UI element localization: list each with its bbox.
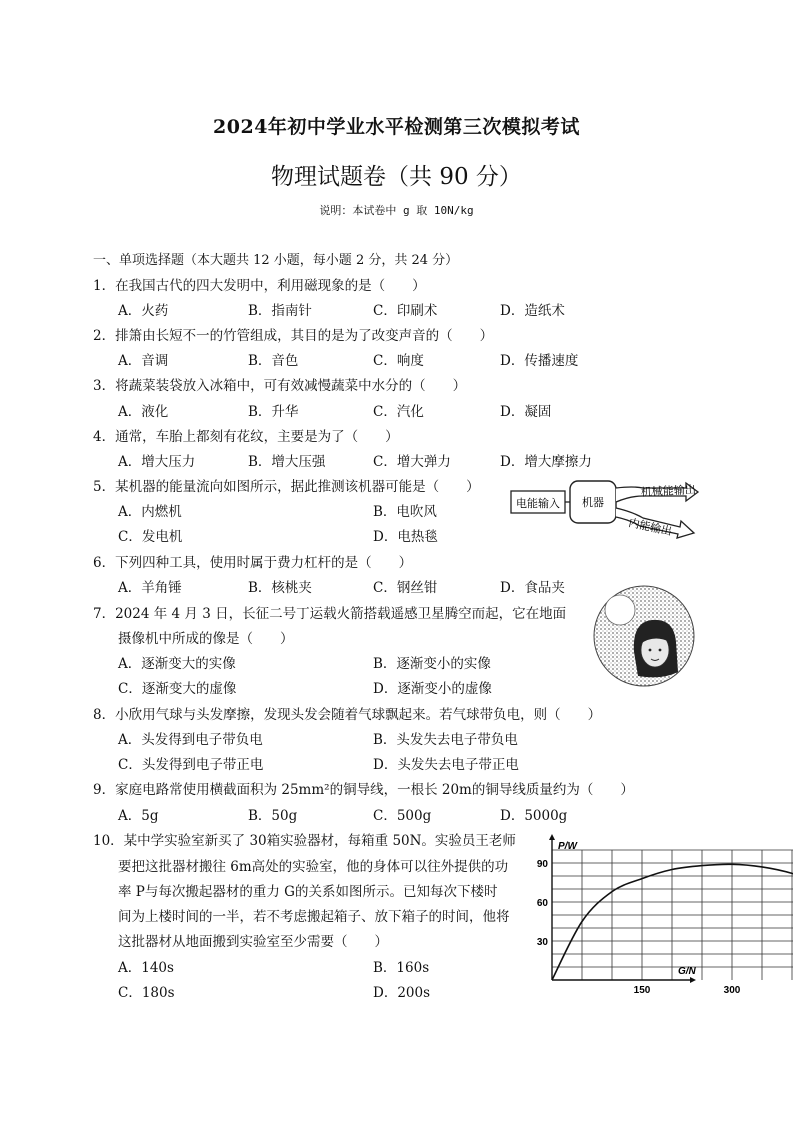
section-heading: 一、单项选择题（本大题共 12 小题，每小题 2 分，共 24 分） bbox=[93, 253, 459, 268]
q9-option-b: B．50g bbox=[248, 808, 298, 824]
q1-option-b: B．指南针 bbox=[248, 303, 312, 319]
question-5: 5．某机器的能量流向如图所示，据此推测该机器可能是（ ） bbox=[93, 479, 480, 495]
q3-option-b: B．升华 bbox=[248, 404, 299, 420]
q10-option-b: B．160s bbox=[373, 960, 430, 976]
q8-option-a: A．头发得到电子带负电 bbox=[118, 732, 263, 748]
question-2: 2．排箫由长短不一的竹管组成，其目的是为了改变声音的（ ） bbox=[93, 328, 494, 344]
q2-option-a: A．音调 bbox=[118, 353, 169, 369]
exam-note: 说明：本试卷中 g 取 10N/kg bbox=[319, 204, 474, 217]
q4-option-a: A．增大压力 bbox=[118, 454, 196, 470]
x-axis-label: G/N bbox=[678, 966, 696, 977]
q6-option-c: C．钢丝钳 bbox=[373, 580, 438, 596]
q9-option-c: C．500g bbox=[373, 808, 432, 824]
power-gravity-chart bbox=[528, 830, 741, 996]
q8-option-d: D．头发失去电子带正电 bbox=[373, 757, 519, 773]
y-tick-label: 60 bbox=[536, 898, 548, 909]
exam-title: 2024年初中学业水平检测第三次模拟考试 bbox=[213, 116, 580, 138]
q5-option-b: B．电吹风 bbox=[373, 504, 437, 520]
q4-option-b: B．增大压强 bbox=[248, 454, 326, 470]
q7-option-c: C．逐渐变大的虚像 bbox=[118, 681, 237, 697]
q7-option-a: A．逐渐变大的实像 bbox=[118, 656, 236, 672]
q2-option-c: C．响度 bbox=[373, 353, 424, 369]
machine-label: 机器 bbox=[582, 497, 604, 509]
q10-option-d: D．200s bbox=[373, 985, 431, 1001]
question-10-line-2: 要把这批器材搬往 6m高处的实验室，他的身体可以往外提供的功 bbox=[118, 859, 509, 875]
q8-option-b: B．头发失去电子带负电 bbox=[373, 732, 518, 748]
q5-option-d: D．电热毯 bbox=[373, 529, 438, 545]
q4-option-c: C．增大弹力 bbox=[373, 454, 451, 470]
q2-option-d: D．传播速度 bbox=[500, 353, 579, 369]
question-10-line-3: 率 P与每次搬起器材的重力 G的关系如图所示。已知每次下楼时 bbox=[118, 884, 498, 900]
question-10-line-4: 间为上楼时间的一半，若不考虑搬起箱子、放下箱子的时间，他将 bbox=[118, 909, 510, 925]
rocket-camera-illustration bbox=[592, 584, 697, 689]
chart-axes bbox=[549, 834, 696, 983]
question-8: 8．小欣用气球与头发摩擦，发现头发会随着气球飘起来。若气球带负电，则（ ） bbox=[93, 707, 602, 723]
q5-option-a: A．内燃机 bbox=[118, 504, 182, 520]
q10-option-c: C．180s bbox=[118, 985, 175, 1001]
q6-option-d: D．食品夹 bbox=[500, 580, 565, 596]
paper-subtitle: 物理试题卷（共 90 分） bbox=[271, 164, 522, 190]
question-3: 3．将蔬菜装袋放入冰箱中，可有效减慢蔬菜中水分的（ ） bbox=[93, 378, 467, 394]
question-7-line-2: 摄像机中所成的像是（ ） bbox=[118, 631, 294, 647]
q9-option-d: D．5000g bbox=[500, 808, 568, 824]
q1-option-a: A．火药 bbox=[118, 303, 169, 319]
question-10-line-5: 这批器材从地面搬到实验室至少需要（ ） bbox=[118, 934, 388, 950]
q1-option-c: C．印刷术 bbox=[373, 303, 438, 319]
chart-ticks bbox=[537, 859, 793, 996]
x-tick-label: 300 bbox=[723, 985, 741, 996]
q3-option-c: C．汽化 bbox=[373, 404, 424, 420]
question-7-line-1: 7．2024 年 4 月 3 日，长征二号丁运载火箭搭载遥感卫星腾空而起，它在地面 bbox=[93, 606, 567, 622]
y-tick-label: 90 bbox=[536, 859, 548, 870]
q2-option-b: B．音色 bbox=[248, 353, 299, 369]
q6-option-b: B．核桃夹 bbox=[248, 580, 312, 596]
q7-option-d: D．逐渐变小的虚像 bbox=[373, 681, 492, 697]
power-curve bbox=[552, 864, 793, 980]
q3-option-d: D．凝固 bbox=[500, 404, 552, 420]
q6-option-a: A．羊角锤 bbox=[118, 580, 182, 596]
question-1: 1．在我国古代的四大发明中，利用磁现象的是（ ） bbox=[93, 278, 426, 294]
question-4: 4．通常，车胎上都刻有花纹，主要是为了（ ） bbox=[93, 429, 399, 445]
heat-output-label: 内能输出 bbox=[627, 517, 673, 539]
q1-option-d: D．造纸术 bbox=[500, 303, 565, 319]
q3-option-a: A．液化 bbox=[118, 404, 169, 420]
energy-flow-diagram bbox=[508, 474, 703, 546]
q9-option-a: A．5g bbox=[118, 808, 159, 824]
y-axis-label: P/W bbox=[558, 841, 577, 852]
mechanical-output-label: 机械能输出 bbox=[640, 484, 697, 499]
question-6: 6．下列四种工具，使用时属于费力杠杆的是（ ） bbox=[93, 555, 413, 571]
input-label: 电能输入 bbox=[516, 498, 560, 510]
q8-option-c: C．头发得到电子带正电 bbox=[118, 757, 264, 773]
y-tick-label: 30 bbox=[536, 937, 548, 948]
q10-option-a: A．140s bbox=[118, 960, 174, 976]
question-9: 9．家庭电路常使用横截面积为 25mm²的铜导线，一根长 20m的铜导线质量约为（ ） bbox=[93, 782, 634, 798]
q4-option-d: D．增大摩擦力 bbox=[500, 454, 592, 470]
q7-option-b: B．逐渐变小的实像 bbox=[373, 656, 491, 672]
x-tick-label: 150 bbox=[633, 985, 651, 996]
q5-option-c: C．发电机 bbox=[118, 529, 183, 545]
question-10-line-1: 10．某中学实验室新买了 30箱实验器材，每箱重 50N。实验员王老师 bbox=[93, 833, 516, 849]
